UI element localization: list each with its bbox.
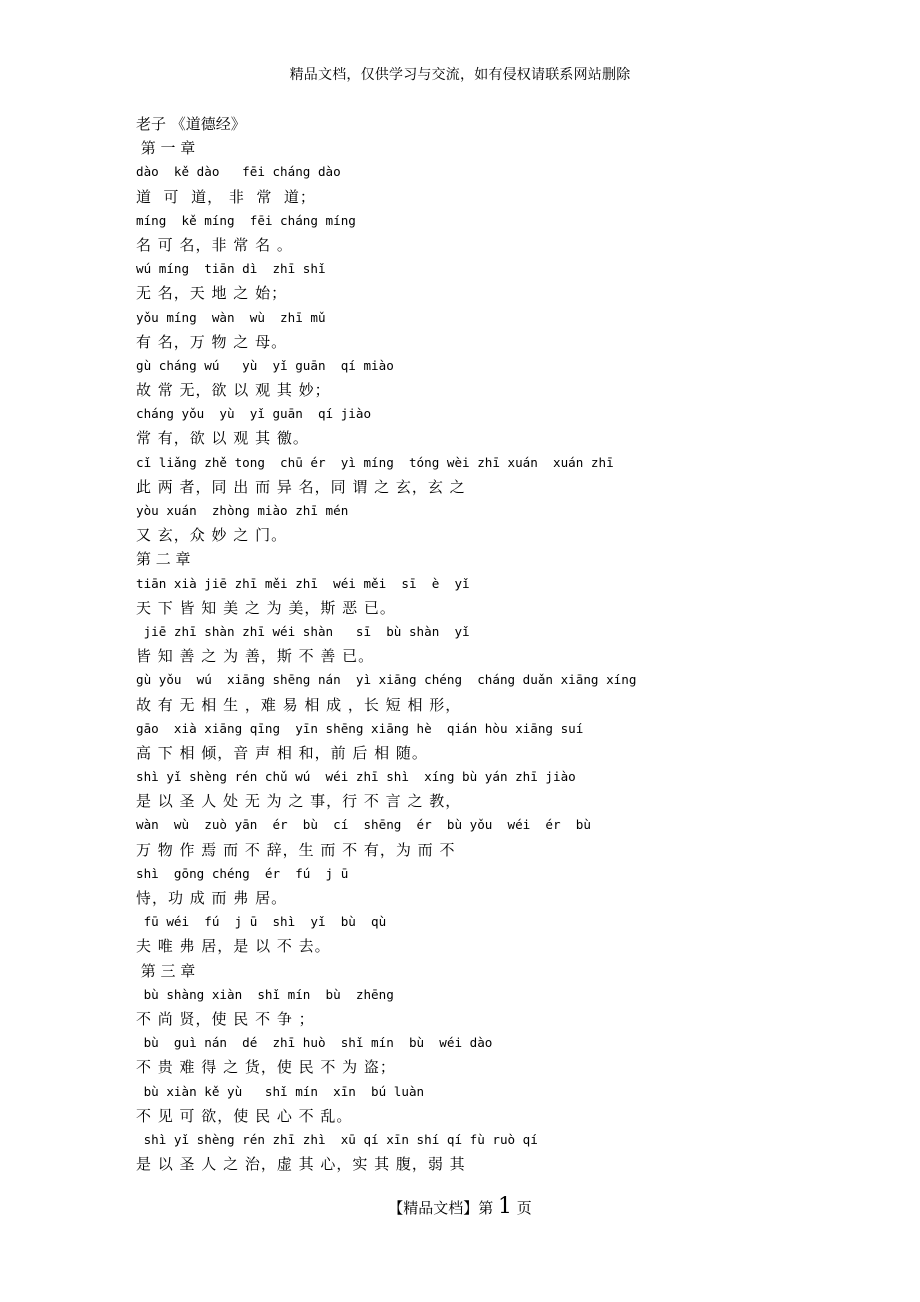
heading-line: 老子 《道德经》 <box>136 115 246 133</box>
pinyin-line: cǐ liǎng zhě tong chū ér yì míng tóng wèi zhī xuán xuán zhī <box>136 454 614 470</box>
hanzi-line: 是 以 圣 人 之 治，虚 其 心，实 其 腹，弱 其 <box>136 1155 466 1174</box>
pinyin-line: shì gōng chéng ér fú j ū <box>136 865 349 881</box>
footer-page-suffix: 页 <box>512 1199 532 1217</box>
pinyin-line: wú míng tiān dì zhī shǐ <box>136 261 326 277</box>
hanzi-line: 常 有，欲 以 观 其 徼。 <box>136 429 309 448</box>
heading-line: 第 一 章 <box>136 139 196 158</box>
hanzi-line: 万 物 作 焉 而 不 辞，生 而 不 有，为 而 不 <box>136 840 456 859</box>
hanzi-line: 天 下 皆 知 美 之 为 美，斯 恶 已。 <box>136 598 396 617</box>
hanzi-line: 夫 唯 弗 居，是 以 不 去。 <box>136 937 331 956</box>
hanzi-line: 不 见 可 欲，使 民 心 不 乱。 <box>136 1106 353 1125</box>
document-body <box>136 112 836 1176</box>
hanzi-line: 故 有 无 相 生 ，难 易 相 成 ，长 短 相 形， <box>136 695 462 714</box>
pinyin-line: jiē zhī shàn zhī wéi shàn sī bù shàn yǐ <box>136 623 470 639</box>
pinyin-line: shì yǐ shèng rén chǔ wú wéi zhī shì xíng bù yán zhī jiào <box>136 769 576 785</box>
heading-line: 第 三 章 <box>136 961 196 980</box>
hanzi-line: 不 贵 难 得 之 货，使 民 不 为 盗； <box>136 1058 396 1077</box>
footer-page-prefix: 第 <box>478 1199 498 1217</box>
pinyin-line: fū wéi fú j ū shì yǐ bù qù <box>136 914 387 930</box>
pinyin-line: gāo xià xiāng qīng yīn shēng xiāng hè qián hòu xiāng suí <box>136 720 584 736</box>
hanzi-line: 不 尚 贤，使 民 不 争 ； <box>136 1009 315 1028</box>
pinyin-line: tiān xià jiē zhī měi zhī wéi měi sī è yǐ <box>136 575 470 591</box>
pinyin-line: yǒu míng wàn wù zhī mǔ <box>136 309 326 325</box>
hanzi-line: 是 以 圣 人 处 无 为 之 事，行 不 言 之 教， <box>136 792 462 811</box>
hanzi-line: 故 常 无，欲 以 观 其 妙； <box>136 381 331 400</box>
pinyin-line: shì yǐ shèng rén zhī zhì xū qí xīn shí qí fù ruò qí <box>136 1131 538 1147</box>
hanzi-line: 皆 知 善 之 为 善，斯 不 善 已。 <box>136 647 375 666</box>
pinyin-line: bù guì nán dé zhī huò shǐ mín bù wéi dào <box>136 1035 493 1051</box>
hanzi-line: 有 名，万 物 之 母。 <box>136 332 288 351</box>
hanzi-line: 恃，功 成 而 弗 居。 <box>136 889 288 907</box>
pinyin-line: gù yǒu wú xiāng shēng nán yì xiāng chéng cháng duǎn xiāng xíng <box>136 672 637 688</box>
heading-line: 第 二 章 <box>136 550 191 569</box>
hanzi-line: 高 下 相 倾，音 声 相 和，前 后 相 随。 <box>136 743 428 762</box>
hanzi-line: 又 玄，众 妙 之 门。 <box>136 526 288 545</box>
hanzi-line: 此 两 者，同 出 而 异 名，同 谓 之 玄，玄 之 <box>136 477 466 496</box>
footer-label: 【精品文档】 <box>388 1199 479 1217</box>
pinyin-line: yòu xuán zhòng miào zhī mén <box>136 503 349 518</box>
pinyin-line: gù cháng wú yù yǐ guān qí miào <box>136 357 394 373</box>
hanzi-line: 道 可 道， 非 常 道； <box>136 187 316 206</box>
pinyin-line: wàn wù zuò yān ér bù cí shēng ér bù yǒu wéi ér bù <box>136 817 591 833</box>
pinyin-line: bù shàng xiàn shǐ mín bù zhēng <box>136 986 394 1002</box>
page-header: 精品文档，仅供学习与交流，如有侵权请联系网站删除 <box>289 67 631 83</box>
pinyin-line: dào kě dào fēi cháng dào <box>136 164 341 180</box>
page-number: 1 <box>498 1194 512 1219</box>
hanzi-line: 无 名，天 地 之 始； <box>136 284 288 303</box>
pinyin-line: míng kě míng fēi cháng míng <box>136 212 356 228</box>
page-footer <box>0 1194 920 1219</box>
pinyin-line: cháng yǒu yù yǐ guān qí jiào <box>136 406 372 422</box>
pinyin-line: bù xiàn kě yù shǐ mín xīn bú luàn <box>136 1083 425 1099</box>
hanzi-line: 名 可 名，非 常 名 。 <box>136 235 293 254</box>
